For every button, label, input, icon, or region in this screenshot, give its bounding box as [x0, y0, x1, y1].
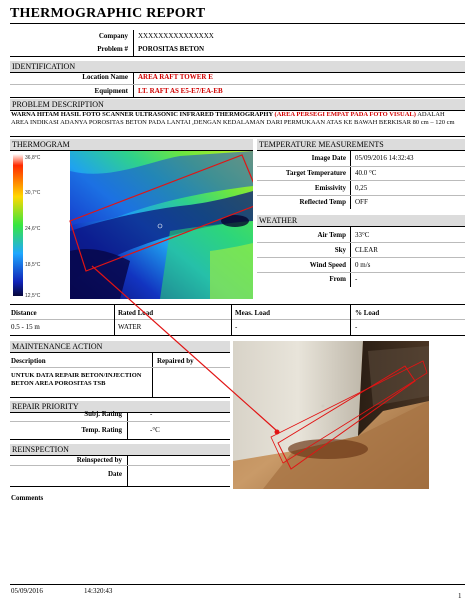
footer-rule: [10, 584, 465, 585]
temp-rating-value: -°C: [150, 426, 160, 434]
comments-label: Comments: [11, 494, 44, 502]
equipment-value: LT. RAFT AS E5-E7/EA-EB: [138, 87, 223, 95]
temperature-heading: TEMPERATURE MEASUREMENTS: [257, 139, 465, 150]
problem-label: Problem #: [97, 45, 128, 53]
weather-row-value-0: 33°C: [355, 231, 370, 239]
maintenance-heading: MAINTENANCE ACTION: [10, 341, 230, 352]
temp-row-label-1: Target Temperature: [285, 169, 346, 177]
scale-label-3: 24,6°C: [25, 226, 41, 232]
load-value-rated: WATER: [118, 323, 142, 331]
temp-row-value-1: 40.0 °C: [355, 169, 377, 177]
footer-page-number: 1: [458, 592, 462, 600]
weather-row-label-0: Air Temp: [317, 231, 346, 239]
maintenance-repaired-header: Repaired by: [157, 357, 194, 365]
weather-row-label-2: Wind Speed: [309, 261, 346, 269]
repair-priority-heading: REPAIR PRIORITY: [10, 401, 230, 412]
identification-heading: IDENTIFICATION: [10, 61, 465, 72]
problem-text-part1: WARNA HITAM HASIL FOTO SCANNER ULTRASONIC INFRARED THERMOGRAPHY: [11, 111, 275, 118]
scale-label-4: 18,5°C: [25, 262, 41, 268]
reinspection-date-label: Date: [108, 470, 122, 478]
temp-row-label-2: Emissivity: [314, 184, 346, 192]
load-header-percent: % Load: [355, 309, 380, 317]
temp-row-value-3: OFF: [355, 198, 368, 206]
weather-row-label-1: Sky: [334, 246, 346, 254]
load-value-distance: 0.5 - 15 m: [11, 323, 40, 331]
subj-rating-label: Subj. Rating: [84, 410, 122, 418]
location-value: AREA RAFT TOWER E: [138, 73, 213, 81]
temp-rating-label: Temp. Rating: [81, 426, 122, 434]
reinspection-heading: REINSPECTION: [10, 444, 230, 455]
reinspected-by-label: Reinspected by: [76, 456, 122, 464]
report-title: THERMOGRAPHIC REPORT: [10, 6, 206, 21]
temp-row-value-0: 05/09/2016 14:32:43: [355, 154, 414, 162]
weather-row-value-1: CLEAR: [355, 246, 378, 254]
problem-text-red: (AREA PERSEGI EMPAT PADA FOTO VISUAL): [274, 111, 416, 118]
weather-heading: WEATHER: [257, 215, 465, 226]
temp-row-label-3: Reflected Temp: [299, 198, 346, 206]
thermogram-heading: THERMOGRAM: [10, 139, 253, 150]
company-label: Company: [98, 32, 128, 40]
footer-time: 14:320:43: [84, 587, 113, 595]
equipment-label: Equipment: [94, 87, 128, 95]
weather-row-value-3: -: [355, 275, 358, 283]
maintenance-desc-text: UNTUK DATA REPAIR BETON/INJECTION BETON AREA POROSITAS TSB: [11, 372, 142, 387]
scale-label-top: 36,8°C: [25, 155, 41, 161]
problem-value: POROSITAS BETON: [138, 45, 205, 53]
temp-row-label-0: Image Date: [311, 154, 346, 162]
problem-text-part2: ADALAH AREA INDIKASI ADANYA POROSITAS BETON PADA LANTAI ,DENGAN KEDALAMAN DARI PERMUKAAN ATAS KE BAWAH BERKISAR 80 cm – 120 cm: [11, 111, 455, 126]
maintenance-desc-header: Description: [11, 357, 46, 365]
load-header-distance: Distance: [11, 309, 37, 317]
scale-label-2: 30,7°C: [25, 190, 41, 196]
problem-heading: PROBLEM DESCRIPTION: [10, 99, 465, 110]
company-value: XXXXXXXXXXXXXXX: [138, 32, 214, 40]
scale-label-bottom: 12,5°C: [25, 293, 41, 299]
load-header-rated: Rated Load: [118, 309, 154, 317]
load-value-percent: -: [355, 323, 358, 331]
temp-row-value-2: 0,25: [355, 184, 368, 192]
load-header-meas: Meas. Load: [235, 309, 270, 317]
location-label: Location Name: [82, 73, 128, 81]
weather-row-value-2: 0 m/s: [355, 261, 371, 269]
load-value-meas: -: [235, 323, 238, 331]
weather-row-label-3: From: [329, 275, 346, 283]
footer-date: 05/09/2016: [11, 587, 43, 595]
subj-rating-value: -: [150, 410, 153, 418]
